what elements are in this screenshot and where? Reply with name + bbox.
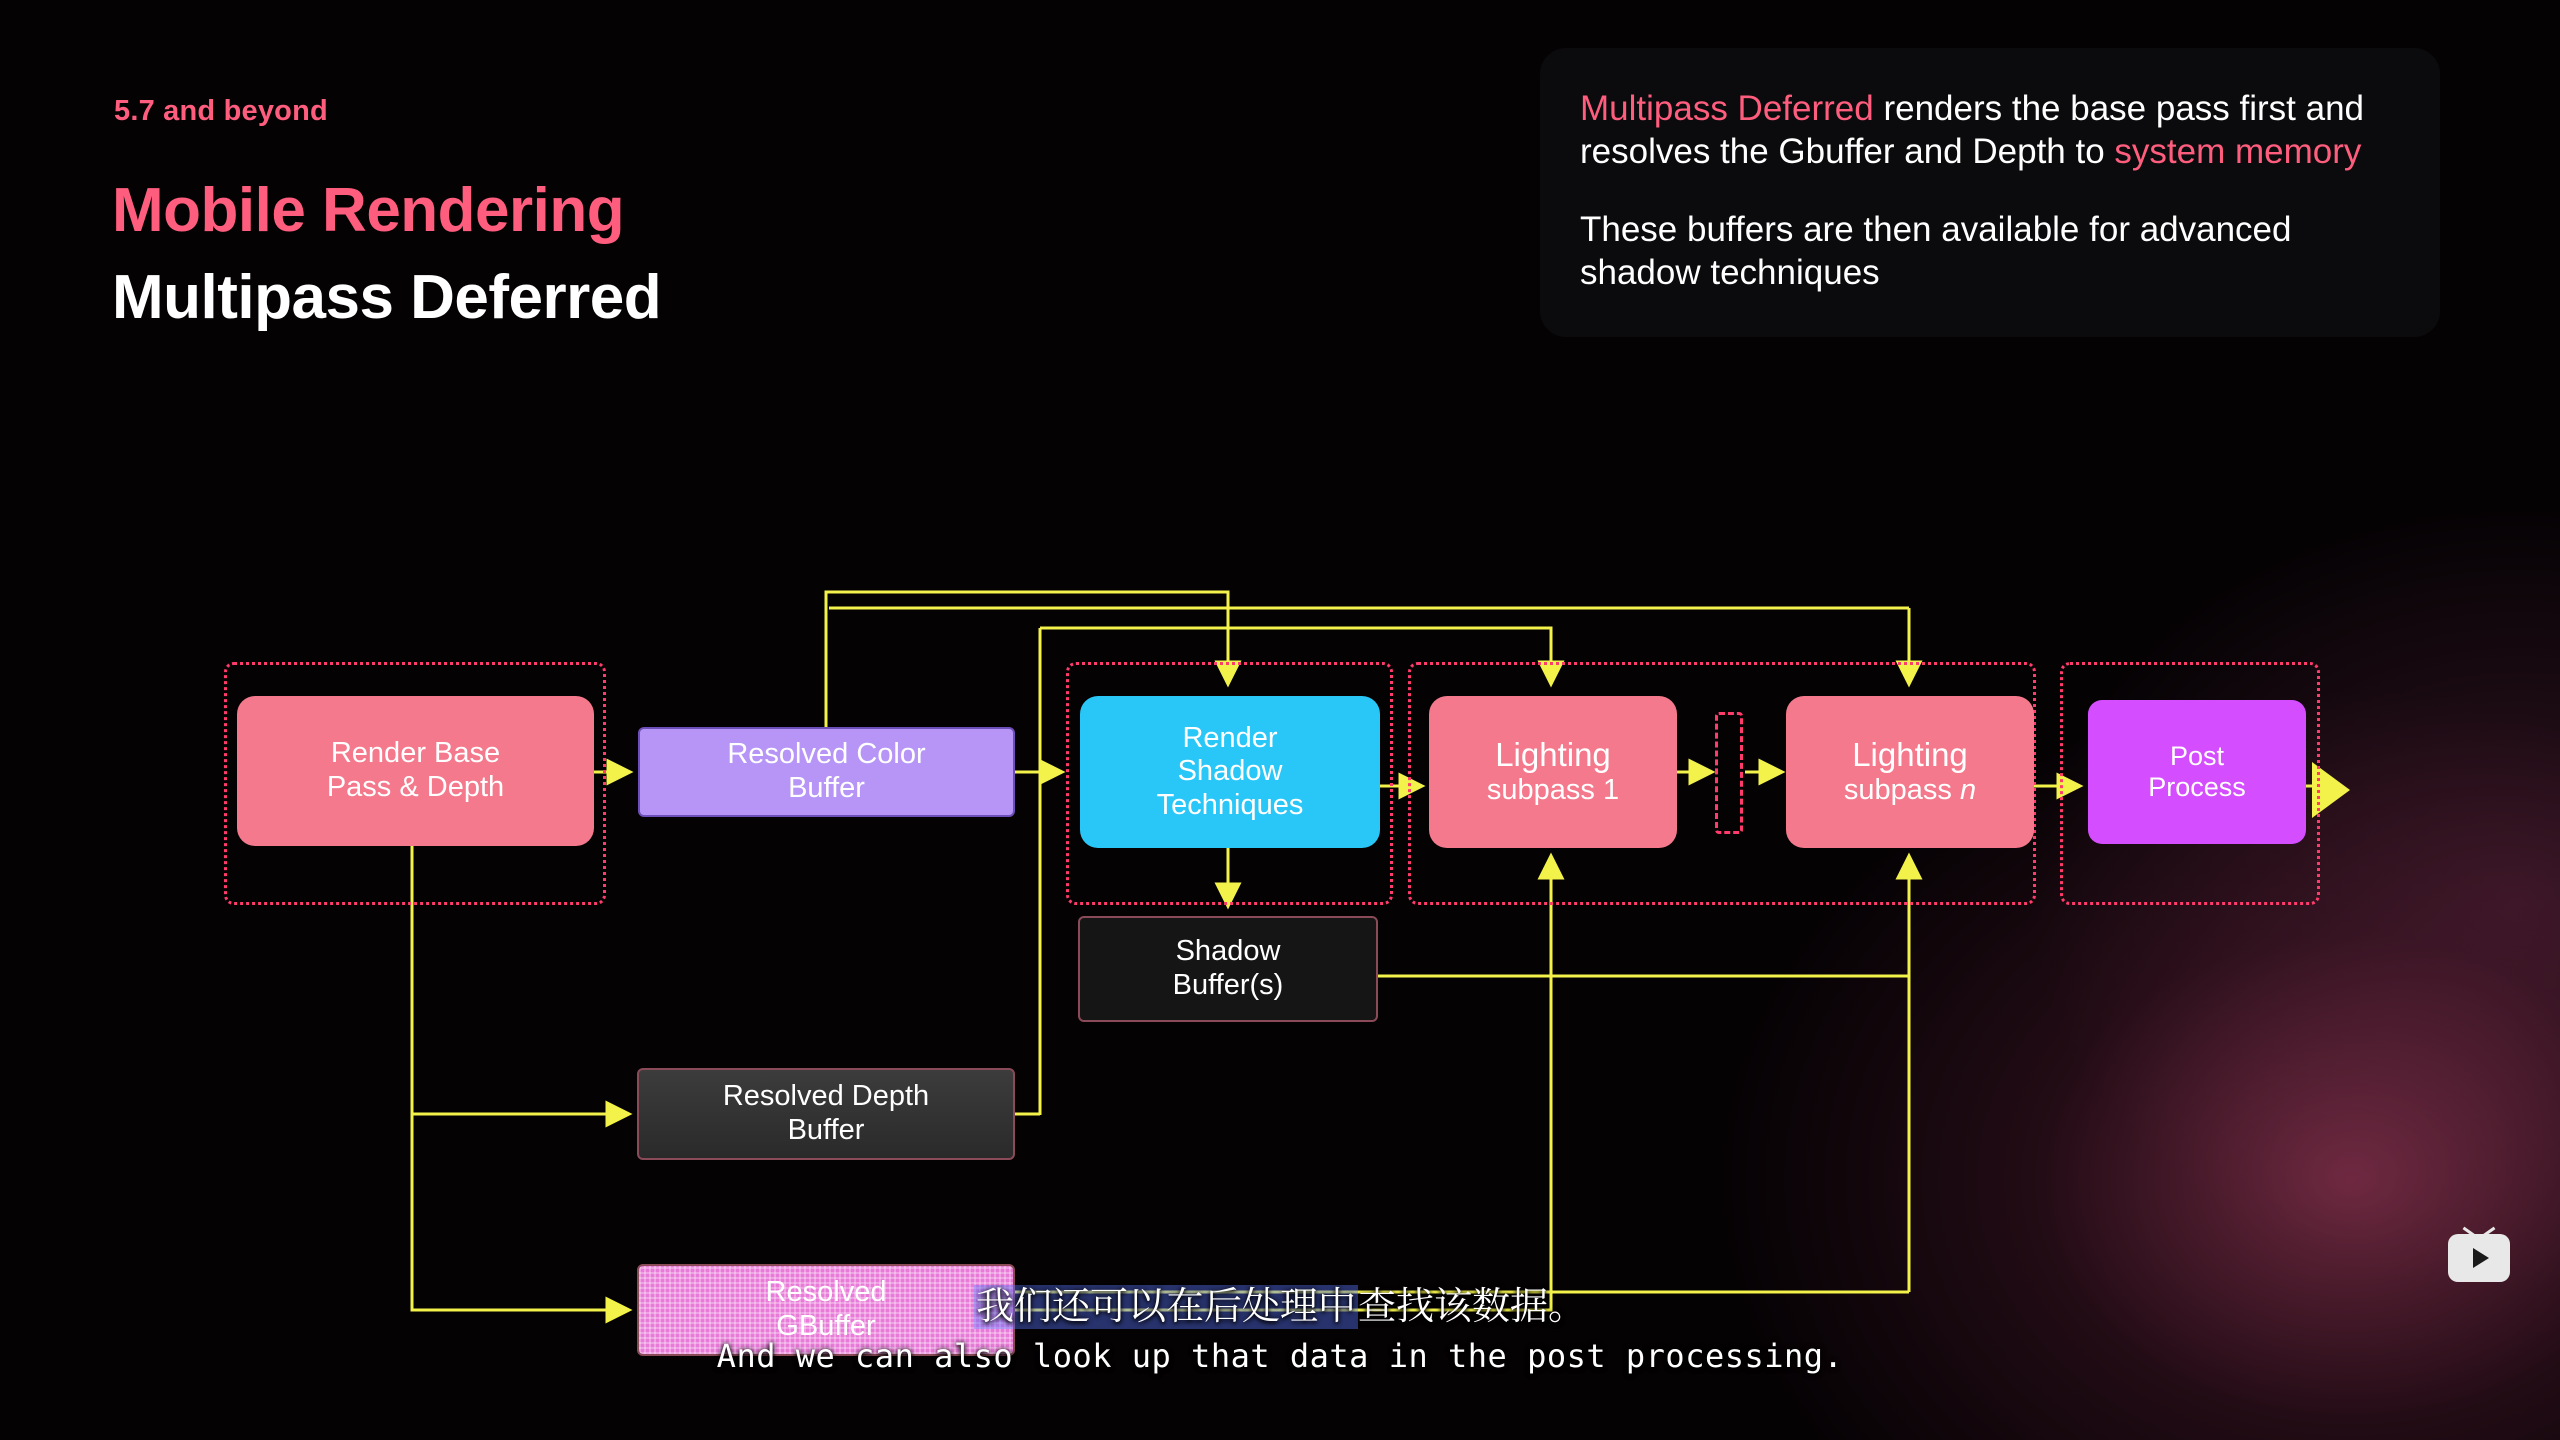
youtube-badge-icon	[2448, 1234, 2510, 1282]
callout-panel	[1540, 48, 2440, 337]
node-shadow-buffer-line2: Buffer(s)	[1172, 969, 1284, 1001]
slide-eyebrow: 5.7 and beyond	[114, 95, 328, 127]
node-lightingn-sub-pre: subpass	[1843, 774, 1960, 807]
node-render-base-line2: Pass & Depth	[326, 771, 505, 803]
node-lighting-subpass-n[interactable]	[1786, 696, 2034, 848]
caption-chinese-highlight: 我们还可以在后处理中	[975, 1286, 1356, 1328]
page-subtitle: Multipass Deferred	[112, 263, 662, 332]
node-render-base-line1: Render Base	[330, 737, 501, 770]
node-lightingn-sub-index: n	[1959, 774, 1977, 807]
caption-chinese-rest: 查找该数据。	[1358, 1286, 1587, 1328]
callout-paragraph-2: These buffers are then available for advanced shadow techniques	[1580, 210, 2292, 293]
node-render-base-pass[interactable]	[237, 696, 594, 846]
node-resolved-depth-line2: Buffer	[787, 1114, 865, 1146]
node-post-line2: Process	[2148, 772, 2246, 802]
node-shadow-tech-line3: Techniques	[1156, 788, 1304, 821]
node-lightingn-subtitle	[1844, 774, 1976, 808]
callout-p1-middle: renders the base pass first and resolves the Gbuffer and Depth to	[1580, 89, 2365, 171]
caption-chinese	[0, 1275, 2560, 1330]
page-title: Mobile Rendering	[112, 176, 625, 245]
node-resolved-depth-buffer[interactable]	[637, 1068, 1015, 1160]
callout-lead-term: Multipass Deferred	[1580, 89, 1874, 128]
node-resolved-gbuffer-line2: GBuffer	[776, 1310, 876, 1342]
node-resolved-depth-line1: Resolved Depth	[722, 1080, 930, 1113]
node-post-line1: Post	[2169, 740, 2225, 771]
pass-group-ellipsis	[1715, 712, 1743, 834]
node-lightingn-title: Lighting	[1852, 736, 1968, 774]
callout-accent-term: system memory	[2114, 131, 2362, 171]
node-lighting1-title: Lighting	[1495, 736, 1611, 774]
node-shadow-buffer-line1: Shadow	[1175, 935, 1281, 968]
node-shadow-tech-line1: Render	[1182, 721, 1278, 754]
caption-english: And we can also look up that data in the post processing.	[716, 1337, 1844, 1375]
node-shadow-buffers[interactable]	[1078, 916, 1378, 1022]
badge-antenna	[2462, 1225, 2496, 1237]
node-resolved-color-line2: Buffer	[788, 772, 865, 804]
node-lighting1-subtitle: subpass 1	[1486, 774, 1620, 807]
node-post-process[interactable]	[2088, 700, 2306, 844]
node-resolved-color-buffer[interactable]	[638, 727, 1015, 817]
play-triangle-icon	[2473, 1248, 2489, 1268]
node-shadow-tech-line2: Shadow	[1177, 755, 1283, 788]
node-lighting-subpass-1[interactable]	[1429, 696, 1677, 848]
node-render-shadow-techniques[interactable]	[1080, 696, 1380, 848]
node-resolved-gbuffer-line1: Resolved	[765, 1276, 887, 1309]
callout-paragraph-1	[1580, 88, 2394, 173]
node-resolved-color-line1: Resolved Color	[727, 738, 926, 771]
